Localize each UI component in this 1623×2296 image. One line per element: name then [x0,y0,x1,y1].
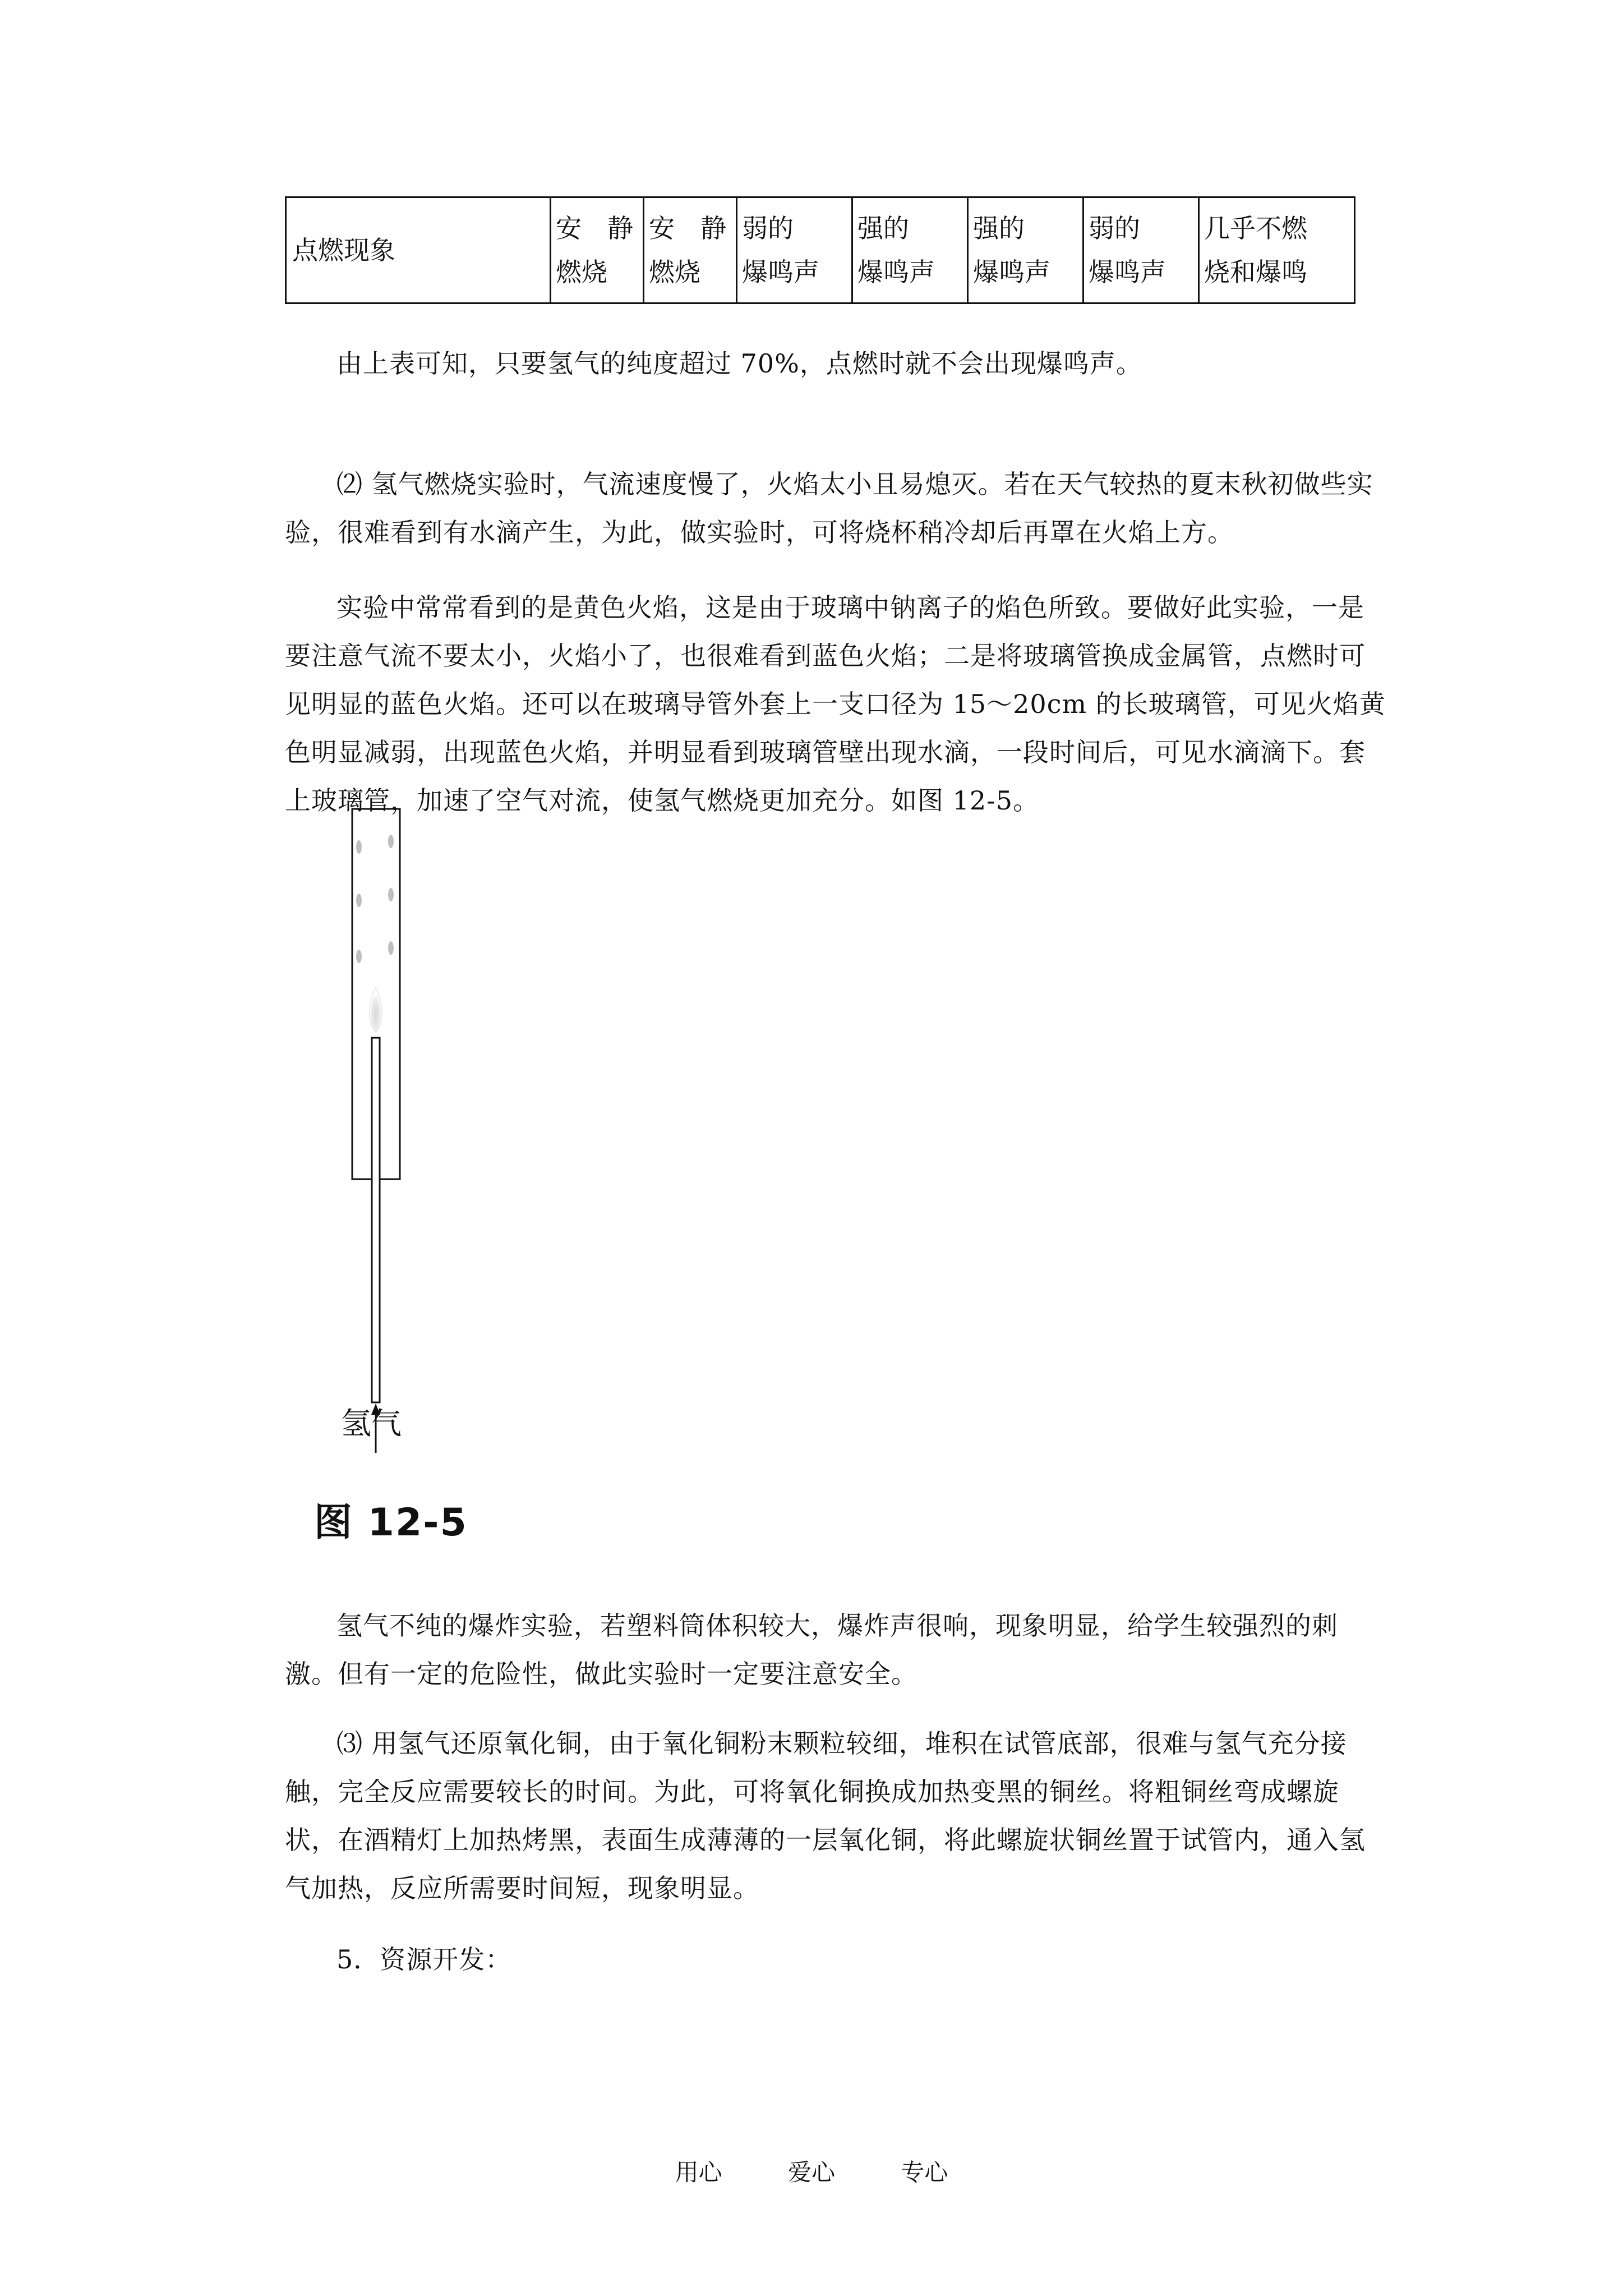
flame [370,987,382,1032]
water-droplets [356,835,394,963]
paragraph-copper-oxide: ⑶ 用氢气还原氧化铜，由于氧化铜粉末颗粒较细，堆积在试管底部，很难与氢气充分接触，完全反应需要较长的时间。为此，可将氧化铜换成加热变黑的铜丝。将粗铜丝弯成螺旋状，在酒精灯上加热烤黑，表面生成薄薄的一层氧化铜，将此螺旋状铜丝置于试管内，通入氢气加热，反应所需要时间短，现象明显。 [285,1728,1366,1903]
cell-line-1: 安 静 [556,213,633,243]
ignition-phenomena-table [285,196,1355,304]
water-droplet [356,840,362,854]
water-droplet [388,835,394,848]
cell-line-1: 几乎不燃 [1204,213,1307,243]
cell-line-2: 爆鸣声 [1089,257,1166,287]
table-cell [852,197,968,303]
footer-item: 爱心 [787,2159,835,2186]
table-cell [644,197,737,303]
table-cell [1083,197,1199,303]
water-droplet [356,894,362,907]
page-footer [0,2154,1623,2188]
paragraph-combustion-flow: ⑵ 氢气燃烧实验时，气流速度慢了，火焰太小且易熄灭。若在天气较热的夏末秋初做些实验，很难看到有水滴产生，为此，做实验时，可将烧杯稍冷却后再罩在火焰上方。 [285,469,1373,547]
table-cell [968,197,1083,303]
cell-line-1: 安 静 [649,213,726,243]
table-row-label: 点燃现象 [286,197,551,303]
paragraph-purity-conclusion: 由上表可知，只要氢气的纯度超过 70%，点燃时就不会出现爆鸣声。 [336,348,1142,379]
water-droplet [388,941,394,955]
cell-line-2: 爆鸣声 [973,257,1050,287]
cell-line-2: 燃烧 [556,257,607,287]
footer-item: 用心 [675,2159,722,2186]
table-cell [1199,197,1355,303]
cell-line-2: 爆鸣声 [742,257,819,287]
figure-caption: 图 12-5 [314,1501,468,1545]
cell-line-2: 爆鸣声 [857,257,935,287]
table-cell [737,197,852,303]
paragraph-yellow-flame: 实验中常常看到的是黄色火焰，这是由于玻璃中钠离子的焰色所致。要做好此实验，一是要注意气流不要太小，火焰小了，也很难看到蓝色火焰；二是将玻璃管换成金属管，点燃时可见明显的蓝色火焰。还可以在玻璃导管外套上一支口径为 15～20cm 的长玻璃管，可见火焰黄色明显减弱，出现蓝色火焰，并明显看到玻璃管壁出现水滴，一段时间后，可见水滴滴下。套上玻璃管，加速了空气对流，使氢气燃烧更加充分。如图 12-5。 [285,592,1386,816]
inner-delivery-tube [372,1038,380,1402]
section-heading-resource: 5．资源开发： [336,1944,512,1975]
hydrogen-label: 氢气 [341,1406,402,1441]
footer-item: 专心 [901,2159,948,2186]
water-droplet [356,950,362,963]
cell-line-1: 弱的 [742,213,794,243]
cell-line-1: 强的 [973,213,1025,243]
paragraph-explosion-safety: 氢气不纯的爆炸实验，若塑料筒体积较大，爆炸声很响，现象明显，给学生较强烈的刺激。但有一定的危险性，做此实验时一定要注意安全。 [285,1611,1338,1689]
cell-line-2: 烧和爆鸣 [1204,257,1307,287]
table-row [286,197,1355,303]
water-droplet [388,888,394,901]
cell-line-1: 弱的 [1089,213,1140,243]
cell-line-1: 强的 [857,213,909,243]
cell-line-2: 燃烧 [649,257,700,287]
table-cell [551,197,644,303]
